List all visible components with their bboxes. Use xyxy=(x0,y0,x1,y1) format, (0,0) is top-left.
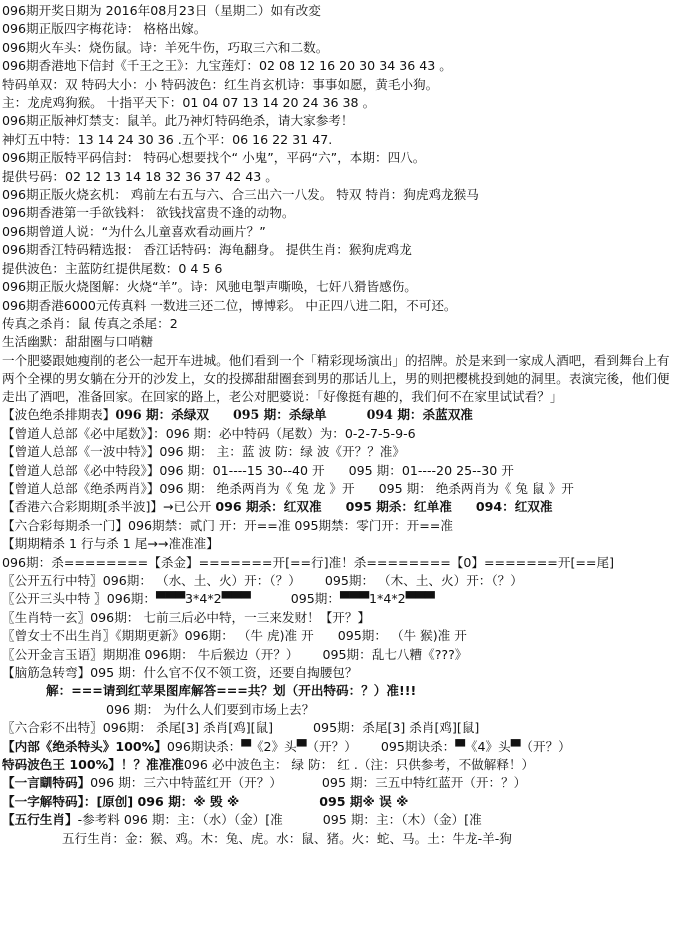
answer-row: 解：===请到红苹果图库解答===共？划（开出特码：？）准!!! xyxy=(46,683,417,699)
half-wave-row xyxy=(2,498,682,516)
three-head-096: 〖公开三头中特 〗096期：▀▀▀3*4*2▀▀▀ xyxy=(2,591,251,607)
lamp-ban-line: 096期正版神灯禁支：鼠羊。此乃神灯特码绝杀，请大家参考！ xyxy=(2,113,354,129)
odd-even-line: 特码单双：双 特码大小：小 特码波色：红生肖玄机诗：事事如愿，黄毛小狗。 xyxy=(2,76,439,92)
one-word-label: 【一言瞓特码】 xyxy=(2,775,91,791)
draw-date-line: 096期开奖日期为 2016年08月23日（星期二）如有改変 xyxy=(2,3,321,18)
five-element-row xyxy=(2,572,682,590)
inner-head-095: 095期诀杀：▀《4》头▀（开？） xyxy=(380,738,571,754)
zeng-says-line: 096期曾道人说：“为什么儿童喜欢看动画片？” xyxy=(2,223,266,239)
fax-kill-line: 传真之杀肖：鼠 传真之杀尾：2 xyxy=(2,315,178,331)
one-char-row xyxy=(2,793,682,811)
envelope-line: 096期香港地下信封《千王之王》：九宝莲灯：02 08 12 16 20 30 34 36 43 。 xyxy=(2,58,452,74)
zodiac-mystery-row: 〖生肖特一玄〗096期： 七前三后必中特，一三来发财！【开？】 xyxy=(2,609,371,625)
madam-zeng-row xyxy=(2,627,682,645)
fax-line: 096期香港6000元传真料 一数进三还二位，博博彩。 中正四八进二阳，不可还。 xyxy=(2,297,457,313)
kill-tail-096: 〖六合彩不出特〗096期： 杀尾[3] 杀肖[鸡][鼠] xyxy=(2,720,274,736)
flat-code-line: 096期正版特平码信封： 特码心想要找个“ 小鬼”，平码“六”，本期：四八。 xyxy=(2,150,426,166)
five-zodiac-row xyxy=(2,811,682,829)
xiangjiang-line: 096期香江特码精选报： 香江话特码：海龟翻身。 提供生肖：猴狗虎鸡龙 xyxy=(2,242,412,258)
wave-king-text: 096 必中波色主： 绿 防： 红 .（注：只供参考，不做解释！） xyxy=(183,757,535,773)
plum-poem-line: 096期正版四字梅花诗： 格格出嫁。 xyxy=(2,21,207,37)
three-head-095: 095期：▀▀▀1*4*2▀▀▀ xyxy=(290,591,435,607)
five-zodiac-label: 【五行生肖】 xyxy=(2,812,78,828)
riddle-label: 【脑筋急转弯】 xyxy=(2,665,91,681)
one-char-095: 095 期※ 误 ※ xyxy=(319,793,409,809)
segment-row xyxy=(2,462,682,480)
inner-head-row xyxy=(2,738,682,756)
fire-mystery-line: 096期正版火烧玄机： 鸡前左右五与六、合三出六一八发。 特双 特肖：狗虎鸡龙猴马 xyxy=(2,187,479,203)
one-word-096: 096 期：三六中特蓝红开（开？） xyxy=(90,775,282,791)
main-zodiac-line: 主：龙虎鸡狗猴。 十指平天下：01 04 07 13 14 20 24 36 38 。 xyxy=(2,95,376,111)
inner-head-096: 096期诀杀：▀《2》头▀（开？） xyxy=(166,738,357,754)
kill-gold-row: 096期：杀========【杀金】=======开[==行]准！杀========【0】=======开[==尾] xyxy=(2,554,614,570)
wave-color-line: 提供波色：主蓝防红提供尾数：0 4 5 6 xyxy=(2,260,223,276)
inner-head-label: 【内部《绝杀特头》100%】 xyxy=(2,738,167,754)
lamp-five-line: 神灯五中特：13 14 24 30 36 .五个平：06 16 22 31 47. xyxy=(2,131,333,147)
bose-094: 094 期：杀蓝双准 xyxy=(366,407,473,423)
one-wave-row: 【曾道人总部《一波中特》】096 期： 主：蓝 波 防：绿 波《开？？准》 xyxy=(2,444,405,460)
half-wave-label: 【香港六合彩期期[杀半波]】→已公开 xyxy=(2,499,212,515)
golden-words-row xyxy=(2,646,682,664)
wave-king-label: 特码波色王 100%】！？准准准 xyxy=(2,757,184,773)
five-zodiac-095: 095 期：主：（木）（金）[准 xyxy=(322,812,482,828)
fire-diagram-line: 096期正版火烧图解：火烧“羊”。诗：风驰电掣声嘶唤，七奸八猾皆感伤。 xyxy=(2,279,417,295)
humor-story: 一个肥婆跟她瘦削的老公一起开车进城。他们看到一个「精彩现场演出」的招牌。於是来到一家成人酒吧，看到舞台上有两个全裸的男女躺在分开的沙发上，女的投掷甜甜圈套到男的那话儿上，男的则把樱桃投到她的洞里。表演完後，他们便走出了酒吧，准备回家。在回家的路上，老公对肥婆说：「好像挺有趣的，我们何不在家里试试看？」 xyxy=(2,352,670,405)
bose-096: 096 期：杀绿双 xyxy=(115,407,209,423)
kill-tail-095: 095期：杀尾[3] 杀肖[鸡][鼠] xyxy=(313,720,480,736)
tail-row: 【曾道人总部《必中尾数》】：096 期：必中特码（尾数）为：0-2-7-5-9-6 xyxy=(2,425,416,441)
madam-zeng-095: 095期： （牛 猴)准 开 xyxy=(337,628,467,644)
numbers-line: 提供号码：02 12 13 14 18 32 36 37 42 43 。 xyxy=(2,168,278,184)
kill-tail-row xyxy=(2,719,682,737)
golden-words-095: 095期：乱七八糟《???》 xyxy=(322,646,468,662)
kill-two-row xyxy=(2,480,682,498)
precise-kill-row: 【期期精杀 1 行与杀 1 尾→→准准准】 xyxy=(2,536,219,552)
train-head-line: 096期火车头：烧伤鼠。诗：羊死牛伤，巧取三六和二数。 xyxy=(2,39,329,55)
kill-two-095: 095 期： 绝杀两肖为《 兔 鼠 》开 xyxy=(378,480,574,496)
one-char-096: [原创] 096 期：※ 毁 ※ xyxy=(96,793,240,809)
wave-king-row xyxy=(2,756,682,774)
bose-label: 【波色绝杀排期表】 xyxy=(2,407,116,423)
humor-title: 生活幽默：甜甜圈与口哨糖 xyxy=(2,334,154,350)
three-head-row xyxy=(2,590,682,608)
five-element-095: 095期： （木、土、火）开：（？） xyxy=(324,572,523,588)
bose-row xyxy=(2,406,682,424)
half-wave-095: 095 期杀：红单准 xyxy=(345,499,452,515)
question-096-row: 096 期： 为什么人们要到市场上去？ xyxy=(106,701,315,717)
hk-first-line: 096期香港第一手欲钱料： 欲钱找富贵不逢的动物。 xyxy=(2,205,295,221)
five-element-096: 〖公开五行中特〗096期： （水、土、火）开：（？） xyxy=(2,572,301,588)
five-zodiac-list: 五行生肖：金：猴、鸡。木：兔、虎。水：鼠、猪。火：蛇、马。土：牛龙-羊-狗 xyxy=(62,830,512,846)
half-wave-094: 094：红双准 xyxy=(475,499,553,515)
one-char-label: 【一字解特码】： xyxy=(2,793,97,809)
one-word-095: 095 期：三五中特红蓝开（开：？） xyxy=(321,775,527,791)
one-word-row xyxy=(2,774,682,792)
segment-096: 【曾道人总部《必中特段》】096 期：01----15 30--40 开 xyxy=(2,462,325,478)
golden-words-096: 〖公开金言玉语〗期期准 096期： 牛后猴边（开？） xyxy=(2,646,299,662)
riddle-row xyxy=(2,664,682,682)
half-wave-096: 096 期杀：红双准 xyxy=(215,499,322,515)
kill-door-row: 【六合彩每期杀一门】096期禁：贰门 开：开==准 095期禁：零门开：开==准 xyxy=(2,517,453,533)
segment-095: 095 期：01----20 25--30 开 xyxy=(348,462,514,478)
kill-two-096: 【曾道人总部《绝杀两肖》】096 期： 绝杀两肖为《 兔 龙 》开 xyxy=(2,480,355,496)
riddle-text: 095 期：什么官不仅不领工资，还要自掏腰包？ xyxy=(90,665,358,681)
bose-095: 095 期：杀绿单 xyxy=(233,407,327,423)
five-zodiac-096: -参考料 096 期：主：（水）（金）[准 xyxy=(77,812,283,828)
madam-zeng-096: 〖曾女士不出生肖〗《期期更新》096期： （牛 虎)准 开 xyxy=(2,628,314,644)
